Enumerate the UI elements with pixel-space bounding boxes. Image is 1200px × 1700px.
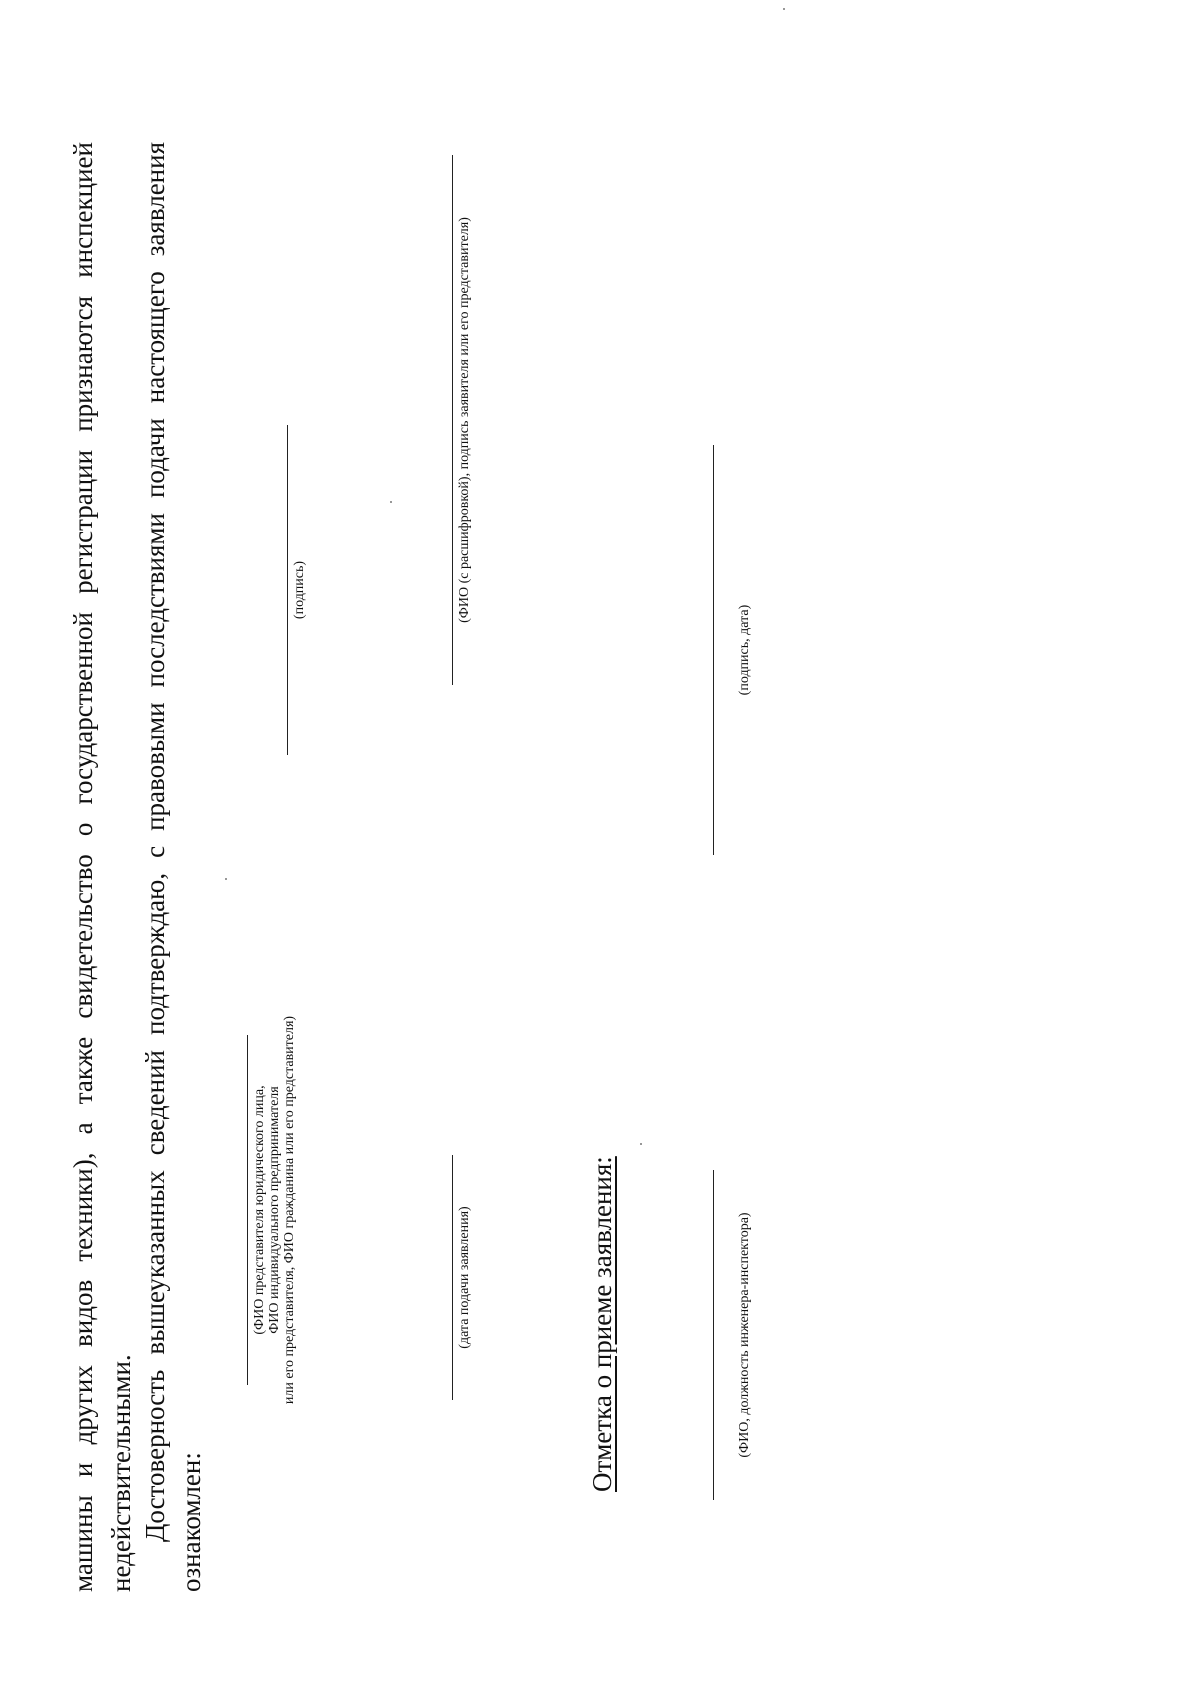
applicant-signature-line [452, 155, 453, 685]
representative-caption-line-2: ФИО индивидуального предпринимателя [267, 1086, 283, 1334]
representative-name-caption [252, 985, 297, 1435]
acceptance-signature-line [713, 445, 714, 855]
applicant-signature-caption: (ФИО (с расшифровкой), подпись заявителя или его представителя) [457, 217, 472, 623]
scan-speck [640, 1143, 642, 1145]
representative-name-line [247, 1035, 248, 1385]
representative-caption-line-1: (ФИО представителя юридического лица, [252, 1085, 267, 1335]
scan-speck [783, 8, 785, 10]
paragraph1-line1: машины и других видов техники), а также свидетельство о государственной регистрации признаются инспекцией [68, 142, 98, 1592]
representative-caption-line-3: или его представителя, ФИО гражданина или его представителя) [282, 1015, 298, 1405]
inspector-line [713, 1170, 714, 1500]
signature-caption: (подпись) [292, 560, 307, 620]
inspector-caption: (ФИО, должность инженера-инспектора) [737, 1212, 752, 1458]
scan-speck [390, 501, 392, 503]
scan-speck [225, 878, 227, 880]
paragraph2-line1: Достоверность вышеуказанных сведений подтверждаю, с правовыми последствиями подачи настоящего заявления [140, 142, 170, 1542]
acceptance-signature-caption: (подпись, дата) [737, 604, 752, 696]
paragraph1-line2: недействительными. [106, 1354, 136, 1592]
paragraph2-line2: ознакомлен: [176, 1452, 206, 1592]
submission-date-caption: (дата подачи заявления) [457, 1206, 472, 1349]
submission-date-line [452, 1155, 453, 1400]
acceptance-mark-heading: Отметка о приеме заявления: [587, 1156, 617, 1492]
signature-line [287, 425, 288, 755]
